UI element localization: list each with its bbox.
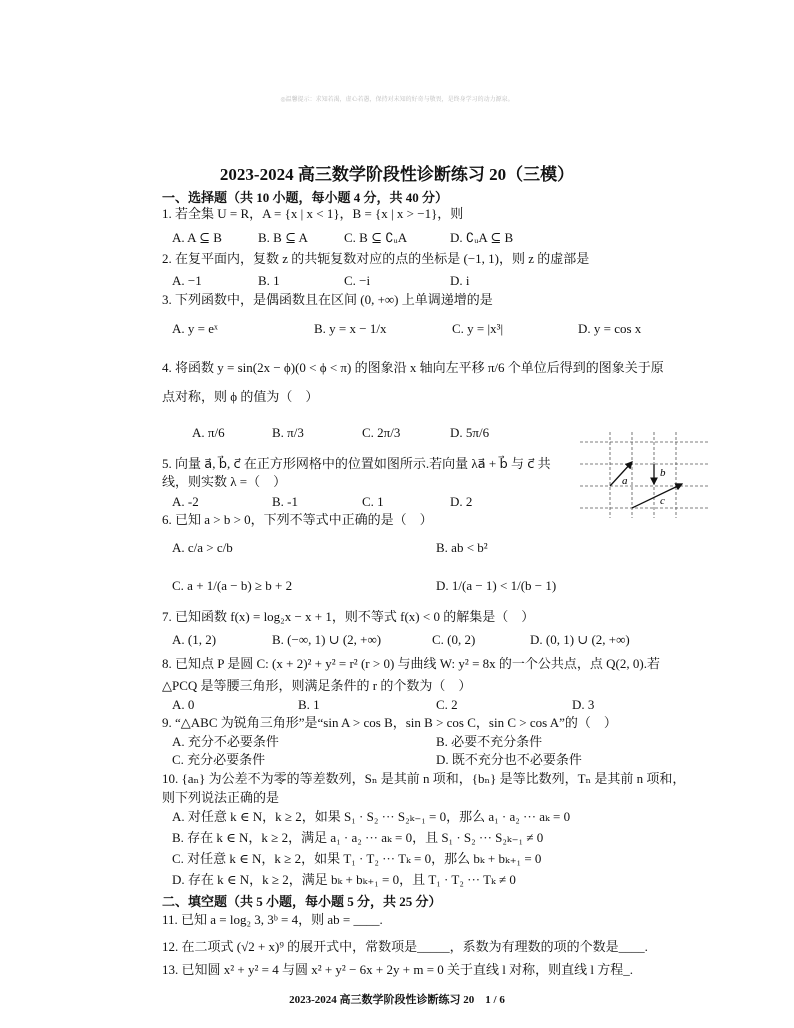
q5-option-b: B. -1 [272, 494, 298, 509]
q6-option-d: D. 1/(a − 1) < 1/(b − 1) [436, 578, 557, 593]
question-6: 6. 已知 a > b > 0，下列不等式中正确的是（ ） [162, 512, 433, 527]
question-1: 1. 若全集 U = R，A = {x | x < 1}，B = {x | x > −1}，则 [162, 206, 464, 221]
q9-option-d: D. 既不充分也不必要条件 [436, 752, 582, 767]
q8-option-d: D. 3 [572, 697, 595, 712]
question-4-line-1: 4. 将函数 y = sin(2x − ϕ)(0 < ϕ < π) 的图象沿 x 轴向左平移 π/6 个单位后得到的图象关于原 [162, 360, 664, 375]
section-heading-choice: 一、选择题（共 10 小题，每小题 4 分，共 40 分） [162, 190, 449, 205]
q7-option-d: D. (0, 1) ∪ (2, +∞) [530, 632, 630, 647]
question-3: 3. 下列函数中，是偶函数且在区间 (0, +∞) 上单调递增的是 [162, 292, 493, 307]
question-5-line-1: 5. 向量 a⃗, b⃗, c⃗ 在正方形网格中的位置如图所示.若向量 λa⃗ + b⃗ 与 c⃗ 共 [162, 456, 551, 471]
q10-option-d: D. 存在 k ∈ N，k ≥ 2，满足 bₖ + bₖ₊₁ = 0，且 T₁ · T₂ ··· Tₖ ≠ 0 [172, 872, 516, 887]
q3-option-a: A. y = eˣ [172, 321, 218, 336]
q3-option-c: C. y = |x³| [452, 321, 504, 336]
q1-option-c: C. B ⊆ ∁ᵤA [344, 230, 408, 245]
q8-option-c: C. 2 [436, 697, 458, 712]
grid-lines [580, 432, 708, 518]
q2-option-c: C. −i [344, 273, 371, 288]
vector-grid-figure [580, 432, 708, 518]
question-7: 7. 已知函数 f(x) = log₂x − x + 1，则不等式 f(x) < 0 的解集是（ ） [162, 609, 535, 624]
question-8-line-2: △PCQ 是等腰三角形，则满足条件的 r 的个数为（ ） [162, 678, 472, 693]
q2-option-d: D. i [450, 273, 470, 288]
question-9: 9. “△ABC 为锐角三角形”是“sin A > cos B，sin B > cos C，sin C > cos A”的（ ） [162, 715, 617, 730]
q4-option-c: C. 2π/3 [362, 425, 401, 440]
vector-b-label: b [660, 467, 666, 479]
question-12: 12. 在二项式 (√2 + x)⁹ 的展开式中，常数项是_____，系数为有理数的项的个数是____. [162, 939, 648, 954]
q2-option-a: A. −1 [172, 273, 202, 288]
q4-option-b: B. π/3 [272, 425, 304, 440]
q1-option-a: A. A ⊆ B [172, 230, 222, 245]
page-footer: 2023-2024 高三数学阶段性诊断练习 20 1 / 6 [289, 994, 505, 1006]
q6-option-c: C. a + 1/(a − b) ≥ b + 2 [172, 578, 293, 593]
question-11: 11. 已知 a = log₂ 3, 3ᵇ = 4，则 ab = ____. [162, 912, 383, 927]
question-13: 13. 已知圆 x² + y² = 4 与圆 x² + y² − 6x + 2y + m = 0 关于直线 l 对称，则直线 l 方程_. [162, 962, 633, 977]
q3-option-d: D. y = cos x [578, 321, 642, 336]
q1-option-d: D. ∁ᵤA ⊆ B [450, 230, 514, 245]
question-10-line-2: 则下列说法正确的是 [162, 790, 280, 805]
question-4-line-2: 点对称，则 ϕ 的值为（ ） [162, 389, 319, 404]
q10-option-a: A. 对任意 k ∈ N，k ≥ 2，如果 S₁ · S₂ ··· S₂ₖ₋₁ = 0，那么 a₁ · a₂ ··· aₖ = 0 [172, 809, 571, 824]
q1-option-b: B. B ⊆ A [258, 230, 308, 245]
q9-option-a: A. 充分不必要条件 [172, 734, 279, 749]
question-2: 2. 在复平面内，复数 z 的共轭复数对应的点的坐标是 (−1, 1)，则 z 的虚部是 [162, 251, 590, 266]
vector-c-label: c [660, 495, 665, 507]
q5-option-d: D. 2 [450, 494, 473, 509]
q6-option-a: A. c/a > c/b [172, 540, 233, 555]
q2-option-b: B. 1 [258, 273, 280, 288]
page-title: 2023-2024 高三数学阶段性诊断练习 20（三模） [219, 165, 575, 184]
section-heading-fill: 二、填空题（共 5 小题，每小题 5 分，共 25 分） [162, 894, 442, 909]
q9-option-c: C. 充分必要条件 [172, 752, 266, 767]
q7-option-c: C. (0, 2) [432, 632, 476, 647]
q10-option-b: B. 存在 k ∈ N，k ≥ 2，满足 a₁ · a₂ ··· aₖ = 0，且 S₁ · S₂ ··· S₂ₖ₋₁ ≠ 0 [172, 830, 544, 845]
vector-c-arrow [632, 484, 682, 508]
watermark-text: ◎温馨提示：求知若渴，虚心若愚，保持对未知的好奇与敬畏，是终身学习的动力源泉。 [280, 97, 514, 103]
vector-a-label: a [622, 475, 628, 487]
q5-option-c: C. 1 [362, 494, 384, 509]
q8-option-b: B. 1 [298, 697, 320, 712]
q6-option-b: B. ab < b² [436, 540, 488, 555]
q7-option-b: B. (−∞, 1) ∪ (2, +∞) [272, 632, 382, 647]
question-8-line-1: 8. 已知点 P 是圆 C: (x + 2)² + y² = r² (r > 0) 与曲线 W: y² = 8x 的一个公共点，点 Q(2, 0).若 [162, 656, 660, 671]
question-5-line-2: 线，则实数 λ =（ ） [162, 474, 287, 489]
vector-a-arrow [610, 462, 632, 486]
q3-option-b: B. y = x − 1/x [314, 321, 387, 336]
q9-option-b: B. 必要不充分条件 [436, 734, 543, 749]
q4-option-a: A. π/6 [192, 425, 225, 440]
q4-option-d: D. 5π/6 [450, 425, 490, 440]
q8-option-a: A. 0 [172, 697, 195, 712]
q7-option-a: A. (1, 2) [172, 632, 217, 647]
question-10-line-1: 10. {aₙ} 为公差不为零的等差数列，Sₙ 是其前 n 项和，{bₙ} 是等比数列，Tₙ 是其前 n 项和， [162, 771, 686, 786]
q5-option-a: A. -2 [172, 494, 199, 509]
q10-option-c: C. 对任意 k ∈ N，k ≥ 2，如果 T₁ · T₂ ··· Tₖ = 0，那么 bₖ + bₖ₊₁ = 0 [172, 851, 542, 866]
